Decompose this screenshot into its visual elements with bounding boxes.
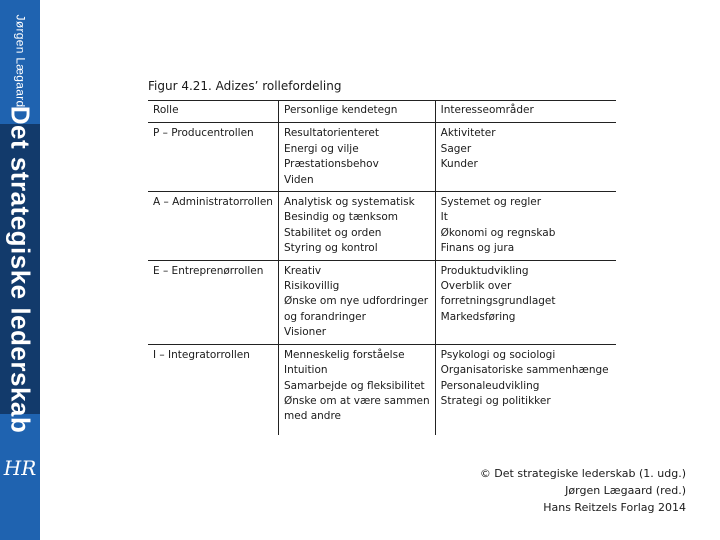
interests-cell (435, 344, 616, 435)
trait-line: Risikovillig (284, 280, 340, 293)
trait-line: Præstationsbehov (284, 158, 379, 171)
traits-cell (279, 123, 436, 192)
figure-title: Figur 4.21. Adizes’ rollefordeling (148, 79, 342, 93)
trait-line: Visioner (284, 326, 327, 339)
traits-cell (279, 260, 436, 344)
copyright-line-1: © Det strategiske lederskab (1. udg.) (479, 467, 686, 480)
trait-line: Stabilitet og orden (284, 226, 382, 239)
table-row (148, 123, 616, 192)
sidebar (0, 0, 40, 540)
interest-line: forretningsgrundlaget (440, 295, 556, 308)
trait-line: Kreativ (284, 264, 322, 277)
traits-cell (279, 192, 436, 261)
trait-line: Menneskelig forståelse (284, 348, 405, 361)
traits-cell (279, 344, 436, 435)
table-row (148, 344, 616, 435)
trait-line: Ønske om nye udfordringer (284, 295, 429, 308)
table-header-row (148, 101, 616, 123)
interest-line: It (440, 211, 448, 224)
role-cell: E – Entreprenørrollen (148, 260, 279, 344)
interest-line: Strategi og politikker (440, 394, 551, 407)
role-cell: P – Producentrollen (148, 123, 279, 192)
interests-cell (435, 260, 616, 344)
interest-line: Kunder (440, 158, 478, 171)
trait-line: Samarbejde og fleksibilitet (284, 379, 425, 392)
interests-cell (435, 123, 616, 192)
sidebar-title-box (0, 105, 40, 433)
interest-line: Aktiviteter (440, 127, 496, 140)
role-cell: A – Administratorrollen (148, 192, 279, 261)
interest-line: Sager (440, 142, 472, 155)
roles-table (148, 100, 616, 435)
book-title: Det strategiske lederskab (5, 105, 36, 433)
table-body (148, 123, 616, 435)
sidebar-author (0, 6, 40, 116)
copyright-notice (480, 465, 686, 516)
interest-line: Psykologi og sociologi (440, 348, 556, 361)
trait-line: Analytisk og systematisk (284, 196, 415, 209)
trait-line: og forandringer (284, 310, 366, 323)
trait-line: Intuition (284, 364, 328, 377)
trait-line: Viden (284, 173, 314, 186)
trait-line: Energi og vilje (284, 142, 359, 155)
role-cell: I – Integratorrollen (153, 348, 250, 361)
trait-line: Besindig og tænksom (284, 211, 399, 224)
author-name: Jørgen Lægaard (13, 14, 28, 108)
interest-line: Overblik over (440, 280, 512, 293)
interest-line: Personaleudvikling (440, 379, 540, 392)
trait-line: med andre (284, 410, 341, 423)
interest-line: Systemet og regler (440, 196, 542, 209)
header-interests: Interesseområder (435, 101, 616, 123)
interests-cell (435, 192, 616, 261)
trait-line: Ønske om at være sammen (284, 394, 430, 407)
trait-line: Styring og kontrol (284, 242, 378, 255)
header-traits: Personlige kendetegn (279, 101, 436, 123)
publisher-logo: HR (3, 456, 37, 480)
table-row (148, 192, 616, 261)
interest-line: Produktudvikling (440, 264, 529, 277)
interest-line: Markedsføring (440, 310, 516, 323)
copyright-line-3: Hans Reitzels Forlag 2014 (543, 501, 686, 514)
interest-line: Økonomi og regnskab (440, 226, 556, 239)
header-role: Rolle (148, 101, 279, 123)
interest-line: Finans og jura (440, 242, 515, 255)
figure (148, 79, 618, 435)
table-row (148, 260, 616, 344)
interest-line: Organisatoriske sammenhænge (440, 364, 609, 377)
trait-line: Resultatorienteret (284, 127, 380, 140)
copyright-line-2: Jørgen Lægaard (red.) (565, 484, 686, 497)
